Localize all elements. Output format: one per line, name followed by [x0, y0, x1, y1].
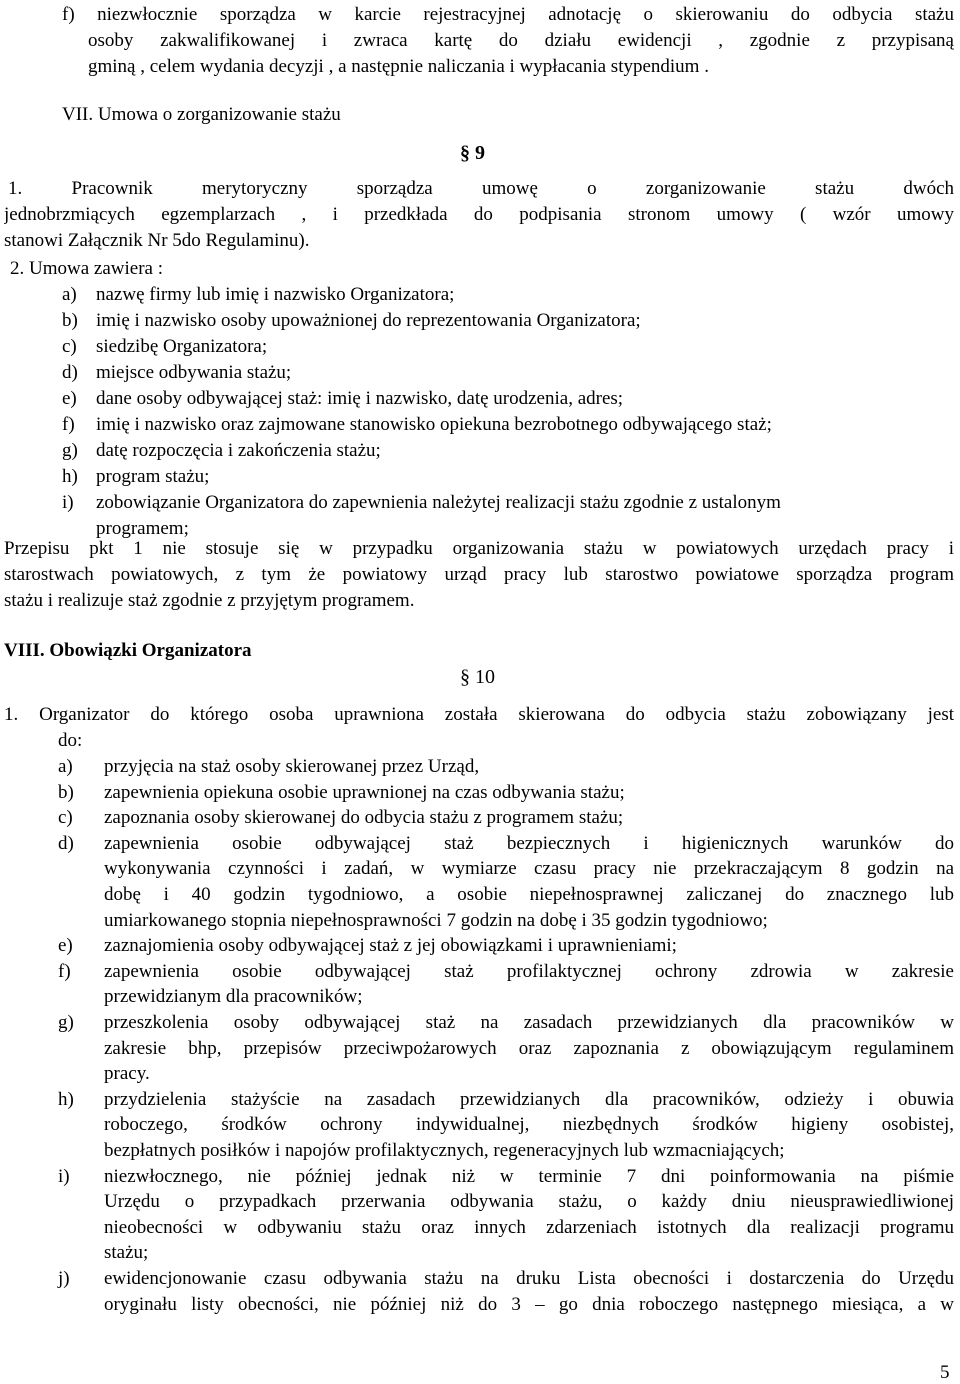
text-line: Przepisu pkt 1 nie stosuje się w przypadku organizowania stażu w powiatowych urzędach pracy i	[4, 538, 954, 559]
list-item-label: g)	[58, 1012, 74, 1033]
section-heading: VIII. Obowiązki Organizatora	[4, 640, 252, 661]
list-item-label: g)	[62, 440, 78, 461]
list-item-text: program stażu;	[96, 466, 210, 487]
list-item-label: e)	[62, 388, 77, 409]
list-item-text: zaznajomienia osoby odbywającej staż z jej obowiązkami i uprawnieniami;	[104, 935, 677, 957]
list-item-text: nazwę firmy lub imię i nazwisko Organizatora;	[96, 284, 455, 305]
list-item-text: ewidencjonowanie czasu odbywania stażu na druku Lista obecności i dostarczenia do Urzędu	[104, 1268, 954, 1289]
text-line: stażu i realizuje staż zgodnie z przyjętym programem.	[4, 590, 415, 611]
list-item-text: przeszkolenia osoby odbywającej staż na zasadach przewidzianych dla pracowników w	[104, 1012, 954, 1033]
list-item-label: d)	[62, 362, 78, 383]
text-line: f) niezwłocznie sporządza w karcie rejestracyjnej adnotację o skierowaniu do odbycia stażu	[62, 4, 954, 25]
list-item-label: a)	[62, 284, 77, 305]
text-line: osoby zakwalifikowanej i zwraca kartę do działu ewidencji , zgodnie z przypisaną	[88, 30, 954, 51]
text-line: 1. Organizator do którego osoba uprawniona została skierowana do odbycia stażu zobowiązany jest	[4, 704, 954, 725]
list-item-text: wykonywania czynności i zadań, w wymiarze czasu pracy nie przekraczającym 8 godzin na	[104, 858, 954, 880]
section-heading: VII. Umowa o zorganizowanie stażu	[62, 104, 341, 125]
list-item-text: pracy.	[104, 1063, 150, 1085]
list-item-text: imię i nazwisko oraz zajmowane stanowisko opiekuna bezrobotnego odbywającego staż;	[96, 414, 772, 435]
list-item-text-continued: programem;	[96, 518, 189, 539]
list-item-text: siedzibę Organizatora;	[96, 336, 268, 357]
list-item-label: h)	[62, 466, 78, 487]
list-item-label: e)	[58, 935, 73, 957]
list-item-text: niezwłocznego, nie później jednak niż w terminie 7 dni poinformowania na piśmie	[104, 1165, 954, 1187]
list-item-text: zobowiązanie Organizatora do zapewnienia należytej realizacji stażu zgodnie z ustalonym	[96, 492, 781, 513]
list-item-text: przewidzianym dla pracowników;	[104, 986, 363, 1008]
list-item-label: c)	[62, 336, 77, 357]
list-item-label: f)	[58, 960, 71, 982]
list-item-text: imię i nazwisko osoby upoważnionej do reprezentowania Organizatora;	[96, 310, 641, 331]
list-intro: 2. Umowa zawiera :	[10, 258, 163, 279]
list-item-text: zapewnienia osobie odbywającej staż bezpiecznych i higienicznych warunków do	[104, 832, 954, 854]
list-item-text: zapewnienia opiekuna osobie uprawnionej na czas odbywania stażu;	[104, 781, 625, 803]
list-item-text: bezpłatnych posiłków i napojów profilaktycznych, regeneracyjnych lub wzmacniających;	[104, 1140, 785, 1161]
text-line: gminą , celem wydania decyzji , a następnie naliczania i wypłacania stypendium .	[88, 56, 709, 77]
list-item-label: b)	[62, 310, 78, 331]
list-item-label: h)	[58, 1088, 74, 1110]
list-item-label: j)	[58, 1268, 70, 1289]
list-item-label: b)	[58, 781, 74, 803]
list-item-label: f)	[62, 414, 75, 435]
list-item-text: dane osoby odbywającej staż: imię i nazwisko, datę urodzenia, adres;	[96, 388, 624, 409]
list-item-text: oryginału listy obecności, nie później niż do 3 – go dnia roboczego następnego miesiąca, a w	[104, 1293, 954, 1315]
list-item-text: zapewnienia osobie odbywającej staż profilaktycznej ochrony zdrowia w zakresie	[104, 960, 954, 982]
list-item-label: a)	[58, 756, 73, 777]
paragraph-number: § 9	[460, 142, 485, 164]
list-item-label: c)	[58, 807, 73, 829]
list-item-text: przyjęcia na staż osoby skierowanej przez Urząd,	[104, 756, 480, 777]
page-number: 5	[940, 1362, 950, 1383]
list-item-text: dobę i 40 godzin tygodniowo, a osobie niepełnosprawnej zaliczanej do znacznego lub	[104, 884, 954, 905]
text-line: starostwach powiatowych, z tym że powiatowy urząd pracy lub starostwo powiatowe sporządza program	[4, 564, 954, 585]
list-item-text: roboczego, środków ochrony indywidualnej, niezbędnych środków higieny osobistej,	[104, 1114, 954, 1136]
text-line: do:	[58, 730, 83, 751]
list-item-text: miejsce odbywania stażu;	[96, 362, 292, 383]
text-line: stanowi Załącznik Nr 5do Regulaminu).	[4, 230, 310, 251]
list-item-text: datę rozpoczęcia i zakończenia stażu;	[96, 440, 381, 461]
text-line: 1. Pracownik merytoryczny sporządza umowę o zorganizowanie stażu dwóch	[8, 178, 954, 199]
list-item-text: Urzędu o przypadkach przerwania odbywania stażu, o każdy dniu nieusprawiedliwionej	[104, 1191, 954, 1213]
list-item-label: d)	[58, 832, 74, 854]
list-item-text: zakresie bhp, przepisów przeciwpożarowych oraz zapoznania z obowiązującym regulaminem	[104, 1037, 954, 1059]
text-line: jednobrzmiących egzemplarzach , i przedkłada do podpisania stronom umowy ( wzór umowy	[4, 204, 954, 225]
list-item-text: umiarkowanego stopnia niepełnosprawności 7 godzin na dobę i 35 godzin tygodniowo;	[104, 909, 768, 931]
list-item-text: zapoznania osoby skierowanej do odbycia stażu z programem stażu;	[104, 807, 624, 829]
list-item-text: nieobecności w odbywaniu stażu oraz innych zdarzeniach istotnych dla realizacji programu	[104, 1216, 954, 1238]
paragraph-number: § 10	[460, 666, 495, 688]
list-item-label: i)	[62, 492, 74, 513]
list-item-text: stażu;	[104, 1242, 149, 1264]
list-item-label: i)	[58, 1165, 70, 1187]
list-item-text: przydzielenia stażyście na zasadach przewidzianych dla pracowników, odzieży i obuwia	[104, 1088, 954, 1110]
